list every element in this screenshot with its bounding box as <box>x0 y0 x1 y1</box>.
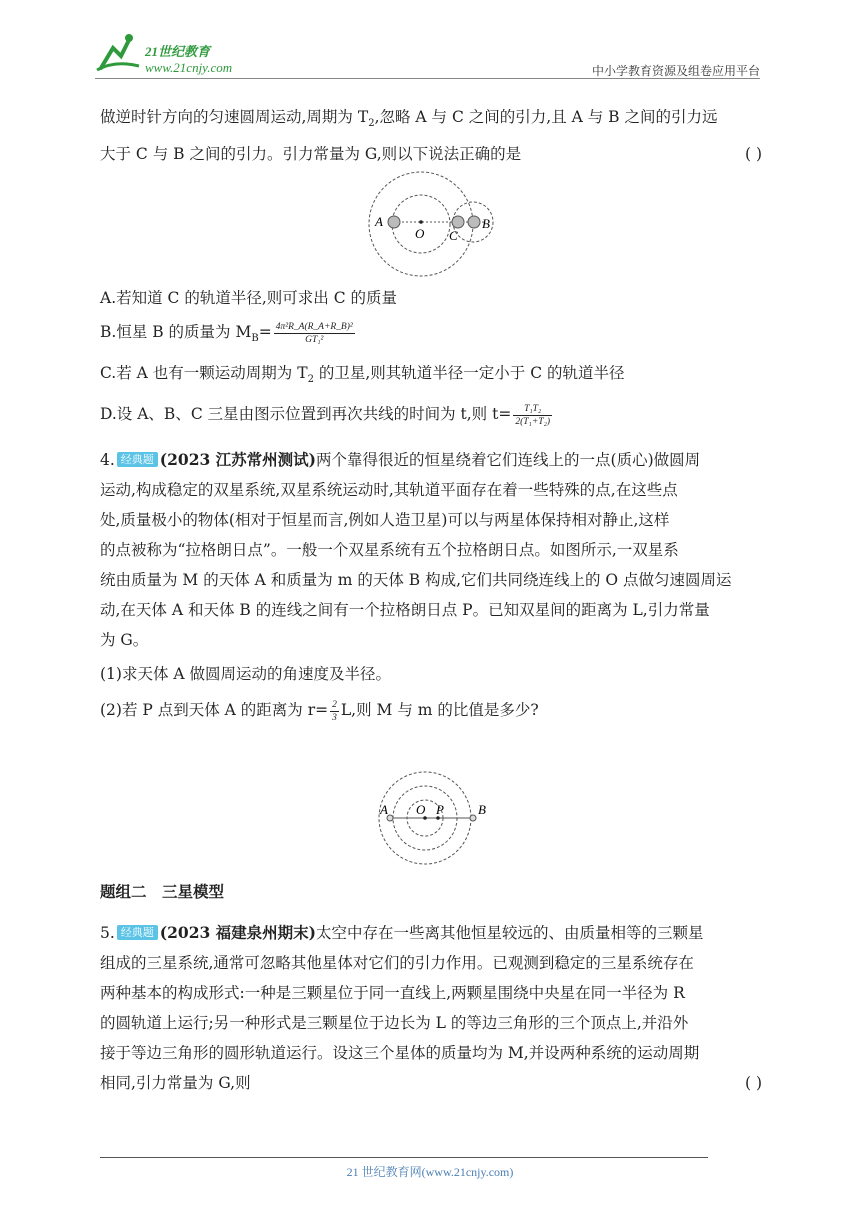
label-a: A <box>375 214 383 229</box>
answer-parentheses: ( ) <box>744 1074 762 1092</box>
header-divider <box>95 78 760 79</box>
q3-line-1: 做逆时针方向的匀速圆周运动,周期为 $T_2$,忽略 A 与 C 之间的引力,且 A 与 B 之间的引力远 <box>100 108 718 130</box>
logo-url: www.21cnjy.com <box>145 60 233 75</box>
q4-line-1: 4. 经典题 (2023 江苏常州测试)两个靠得很近的恒星绕着它们连线上的一点(质心)做圆周 <box>100 450 701 469</box>
question-3 <box>100 102 762 169</box>
q5-last-line: 相同,引力常量为 G,则 ( ) <box>100 1068 762 1098</box>
label-b: B <box>482 216 490 231</box>
question-source: (2023 江苏常州测试) <box>159 450 317 469</box>
binary-star-figure <box>370 766 500 866</box>
three-star-orbit-figure <box>365 168 505 280</box>
label-c: C <box>449 228 458 243</box>
option-a: A.若知道 C 的轨道半径,则可求出 C 的质量 <box>100 289 397 307</box>
footer-divider <box>100 1157 708 1158</box>
q3-options <box>100 283 762 429</box>
section-title: 题组二 三星模型 <box>100 883 225 901</box>
q4-subquestion-2: (2)若 P 点到天体 A 的距离为 r= $\frac{2}{3}$ L,则 M 与 m 的比值是多少? <box>100 699 539 723</box>
label-o: O <box>415 226 425 241</box>
page-header <box>95 30 760 80</box>
question-number: 5. <box>100 924 115 942</box>
label-b: B <box>478 802 486 817</box>
logo-text: 21世纪教育 <box>145 44 211 59</box>
classic-question-badge: 经典题 <box>117 925 158 940</box>
site-logo <box>95 30 275 76</box>
answer-parentheses: ( ) <box>744 145 762 164</box>
center-o <box>419 220 423 224</box>
star-c <box>452 216 464 228</box>
star-b <box>470 815 476 821</box>
option-d-fraction: $\frac{\text{T₁T₂}}{\text{2(T₁+T₂)}}$ <box>515 403 550 427</box>
classic-question-badge: 经典题 <box>117 452 158 467</box>
question-4: 4. 经典题 (2023 江苏常州测试)两个靠得很近的恒星绕着它们连线上的一点(质心)做圆周 运动,构成稳定的双星系统,双星系统运动时,其轨道平面存在着一些特殊的点,在这些点 处,质量极小的物体(相对于恒星而言,例如人造卫星)可以与两星体保持相对静止,这样 的点被称为“拉格朗日点”。一般一个双星系统有五个拉格朗日点。如图所示,一双星系 统由质量为 M 的天体 A 和质量为 m 的天体 B 构成,它们共同绕连线上的 O 点做匀速圆周运 动,在天体 A 和天体 B 的连线之间有一个拉格朗日点 P。已知双星间的距离为 L,引力常量 为 G。 (1)求天体 A 做圆周运动的角速度及半径。 (2)若 P 点到天体 A 的距离为 r= $\frac{2}{3}$ L,则 M 与 m 的比值是多少? <box>100 445 762 725</box>
inner-orbit <box>392 195 450 253</box>
label-p: P <box>436 802 444 817</box>
question-source: (2023 福建泉州期末) <box>159 923 317 942</box>
question-number: 4. <box>100 451 115 469</box>
question-5: 5. 经典题 (2023 福建泉州期末)太空中存在一些离其他恒星较远的、由质量相等的三颗星 组成的三星系统,通常可忽略其他星体对它们的引力作用。已观测到稳定的三星系统存在 两种基本的构成形式:一种是三颗星位于同一直线上,两颗星围绕中央星在同一半径为 R 的圆轨道上运行;另一种形式是三颗星位于边长为 L 的等边三角形的三个顶点上,并沿外 接于等边三角形的圆形轨道运行。设这三个星体的质量均为 M,并设两种系统的运动周期 相同,引力常量为 G,则 ( ) <box>100 918 762 1098</box>
star-b <box>468 216 480 228</box>
label-o: O <box>416 802 426 817</box>
q3-line-2: 大于 C 与 B 之间的引力。引力常量为 G,则以下说法正确的是 ( ) <box>100 139 762 169</box>
option-b: B.恒星 B 的质量为 $M_B=$ $\frac{\text{4π²R\_A(R\_A+R\_B)²}}{\text{GT₁²}}$ <box>100 321 353 345</box>
star-a <box>388 216 400 228</box>
header-platform-text: 中小学教育资源及组卷应用平台 <box>591 64 760 78</box>
q4-subquestion-1: (1)求天体 A 做圆周运动的角速度及半径。 <box>100 665 392 683</box>
q5-line-1: 5. 经典题 (2023 福建泉州期末)太空中存在一些离其他恒星较远的、由质量相等的三颗星 <box>100 923 704 942</box>
footer-text: 21 世纪教育网(www.21cnjy.com) <box>346 1165 514 1179</box>
option-b-fraction: $\frac{\text{4π²R\_A(R\_A+R\_B)²}}{\text{GT₁²}}$ <box>275 321 353 345</box>
label-a: A <box>380 802 388 817</box>
option-d: D.设 A、B、C 三星由图示位置到再次共线的时间为 t,则 t= $\frac{\text{T₁T₂}}{\text{2(T₁+T₂)}}$ <box>100 403 550 427</box>
option-c: C.若 A 也有一颗运动周期为 $T_2$ 的卫星,则其轨道半径一定小于 C 的轨道半径 <box>100 364 625 386</box>
